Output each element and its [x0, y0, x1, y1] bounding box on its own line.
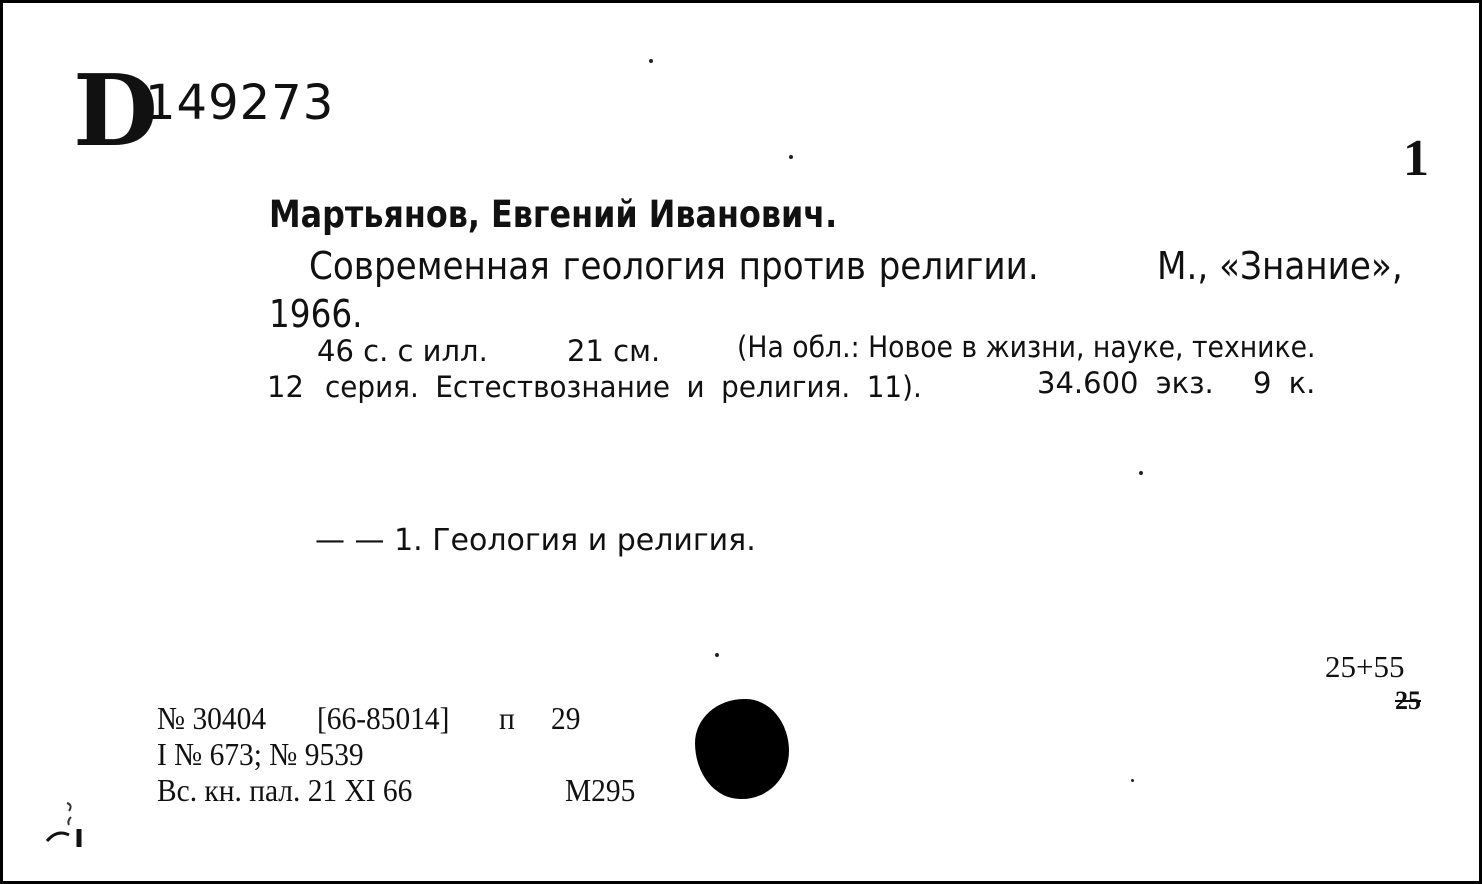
footer-record-number: № 30404: [157, 700, 267, 736]
footer-chamber-code: М295: [565, 772, 636, 808]
series-note-line2: серия. Естествознание и религия. 11).: [325, 370, 922, 404]
stamp-letter: D: [73, 54, 156, 169]
handwritten-price-struck: 25: [1395, 686, 1421, 715]
publisher: М., «Знание»,: [1157, 244, 1403, 288]
stamp-inventory-number: 149273: [145, 75, 335, 131]
footer-print-numbers: I № 673; № 9539: [157, 736, 364, 772]
subject-heading: — — 1. Геология и религия.: [315, 523, 756, 558]
author-heading: Мартьянов, Евгений Иванович.: [269, 193, 838, 236]
footer-record-code: [66-85014]: [317, 700, 450, 736]
print-speck: [1139, 471, 1143, 475]
pencil-mark-icon: [43, 799, 89, 849]
print-speck: [649, 59, 653, 63]
collation-pages: 46 с. с илл.: [317, 334, 488, 368]
book-title: Современная геология против религии.: [309, 244, 1039, 288]
series-number: 12: [267, 370, 304, 404]
footer-chamber-date: Вс. кн. пал. 21 XI 66: [157, 772, 413, 808]
footer-record-sheet: 29: [551, 700, 581, 736]
card-number: 1: [1403, 130, 1429, 187]
publication-year: 1966.: [269, 292, 363, 336]
series-note-line1: (На обл.: Новое в жизни, науке, технике.: [737, 330, 1316, 364]
handwritten-price-sum: 25+55: [1325, 649, 1405, 684]
print-speck: [789, 155, 793, 159]
print-speck: [1131, 779, 1134, 782]
print-run: 34.600 экз.: [1037, 366, 1214, 400]
footer-record-p: п: [499, 700, 515, 736]
collation-size: 21 см.: [567, 334, 661, 368]
book-price: 9 к.: [1253, 366, 1316, 400]
print-speck: [715, 653, 719, 657]
ink-blot: [695, 699, 789, 799]
